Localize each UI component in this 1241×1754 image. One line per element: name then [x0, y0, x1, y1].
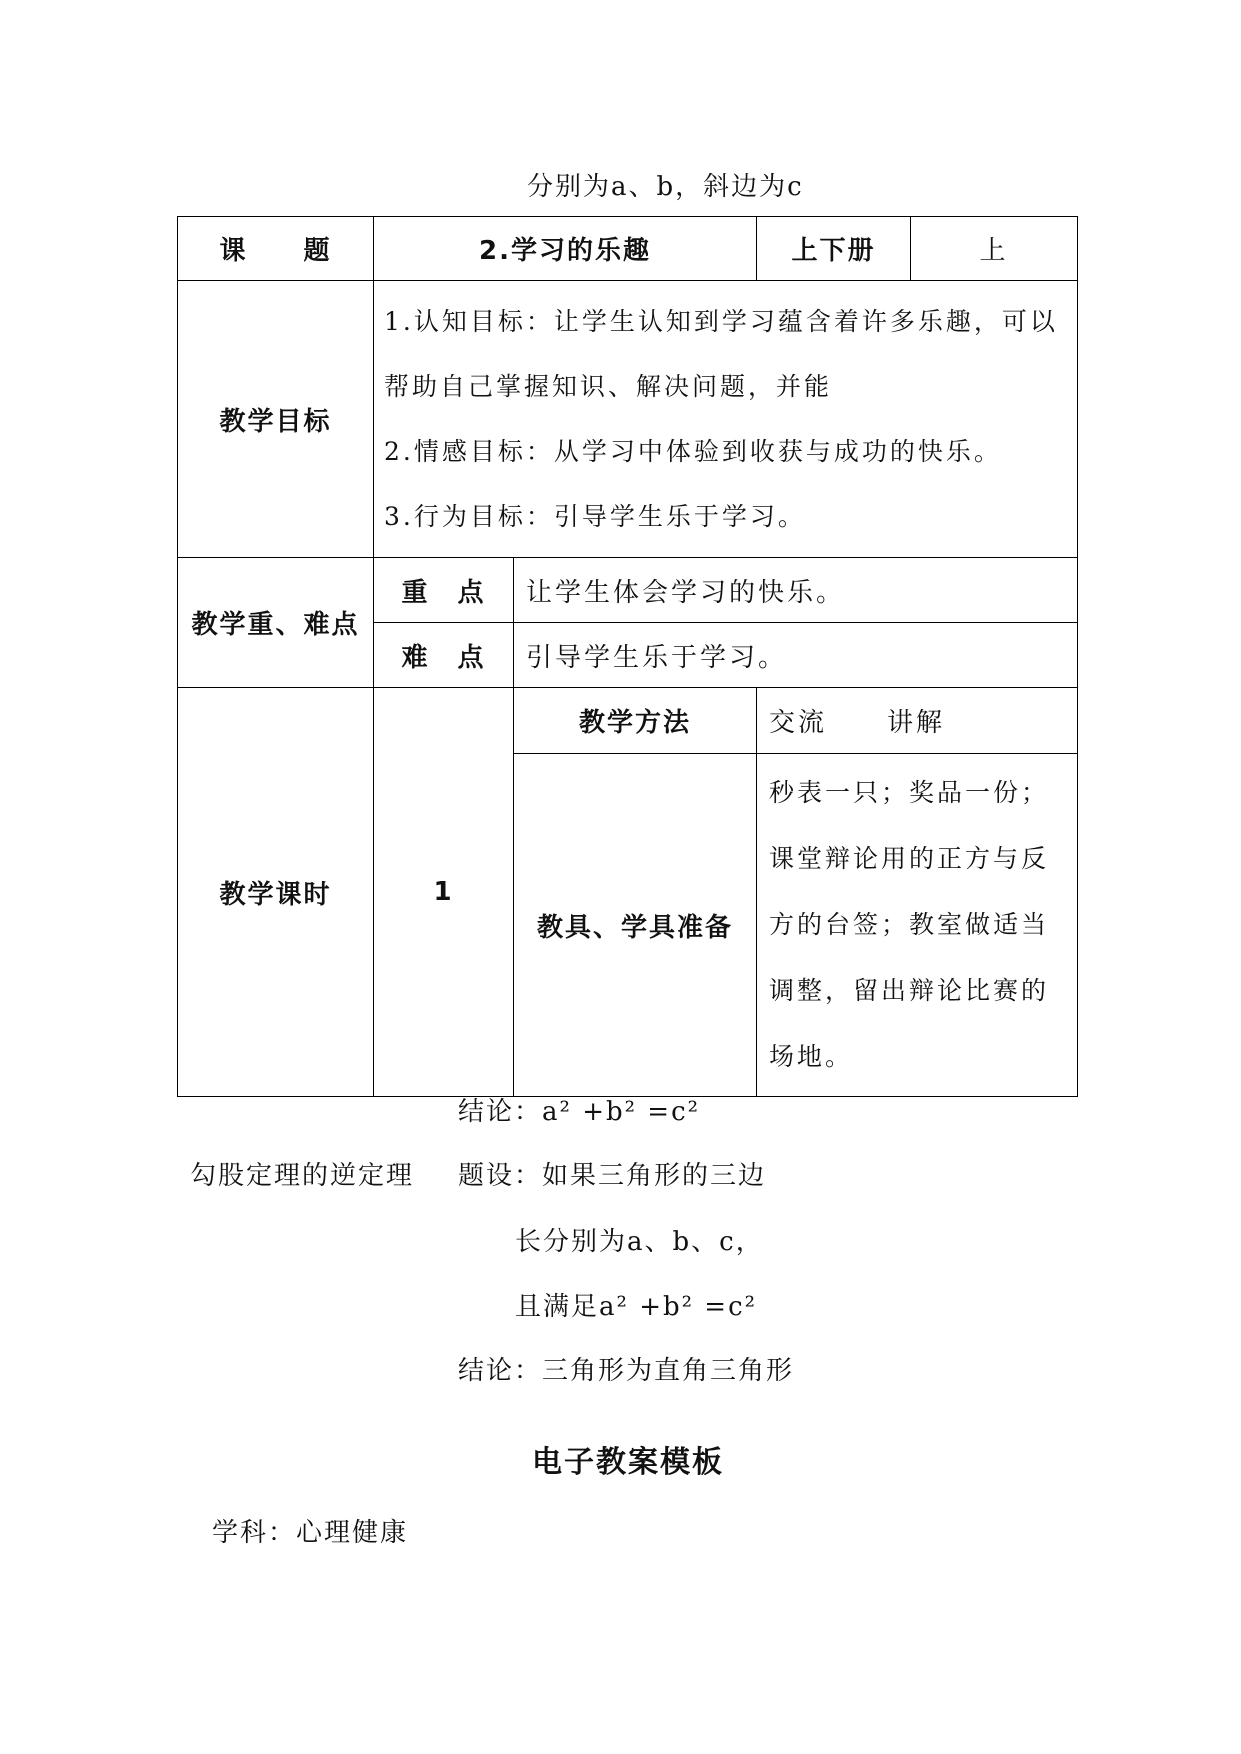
hours-value: 1	[374, 688, 514, 1097]
key-point-label: 重 点	[374, 558, 514, 623]
method-values	[757, 688, 1078, 754]
prep-line: 方的台签；教室做适当	[769, 910, 1050, 939]
prep-label: 教具、学具准备	[514, 754, 757, 1097]
objectives-content	[374, 281, 1078, 558]
prep-line: 场地。	[769, 1042, 854, 1071]
prep-line: 秒表一只；奖品一份；	[769, 778, 1050, 807]
difficulty-label: 难 点	[374, 623, 514, 688]
prep-content	[757, 754, 1078, 1097]
template-title: 电子教案模板	[532, 1445, 724, 1480]
keypoints-label: 教学重、难点	[178, 558, 374, 688]
top-text-line: 分别为a、b，斜边为c	[527, 172, 804, 202]
prep-line: 调整，留出辩论比赛的	[769, 976, 1050, 1005]
objective-line: 3.行为目标：引导学生乐于学习。	[384, 502, 806, 531]
objective-line: 2.情感目标：从学习中体验到收获与成功的快乐。	[384, 437, 1002, 466]
method-row	[178, 688, 1078, 754]
objective-line: 1.认知目标：让学生认知到学习蕴含着许多乐趣，可以	[384, 307, 1058, 336]
subject-line: 学科：心理健康	[212, 1518, 409, 1548]
hours-label: 教学课时	[178, 688, 374, 1097]
conclusion-line: 结论：a² +b² =c²	[458, 1097, 701, 1127]
key-point-row	[178, 558, 1078, 623]
title-label: 课 题	[178, 217, 374, 281]
lesson-title: 2.学习的乐趣	[374, 217, 757, 281]
lesson-plan-table	[177, 216, 1078, 1097]
objectives-label: 教学目标	[178, 281, 374, 558]
objective-line: 帮助自己掌握知识、解决问题，并能	[384, 372, 833, 401]
premise-line: 长分别为a、b、c，	[515, 1227, 764, 1257]
conclusion-line: 结论：三角形为直角三角形	[458, 1356, 795, 1386]
method-label: 教学方法	[514, 688, 757, 754]
premise-line: 题设：如果三角形的三边	[458, 1161, 767, 1191]
premise-line: 且满足a² +b² =c²	[515, 1292, 758, 1322]
converse-title: 勾股定理的逆定理	[190, 1161, 415, 1191]
difficulty-value: 引导学生乐于学习。	[514, 623, 1078, 688]
prep-line: 课堂辩论用的正方与反	[769, 844, 1050, 873]
volume-label: 上下册	[757, 217, 911, 281]
objectives-row	[178, 281, 1078, 558]
volume-value: 上	[911, 217, 1078, 281]
key-point-value: 让学生体会学习的快乐。	[514, 558, 1078, 623]
method-value: 交流	[769, 708, 828, 738]
method-value: 讲解	[887, 708, 946, 738]
title-row	[178, 217, 1078, 281]
